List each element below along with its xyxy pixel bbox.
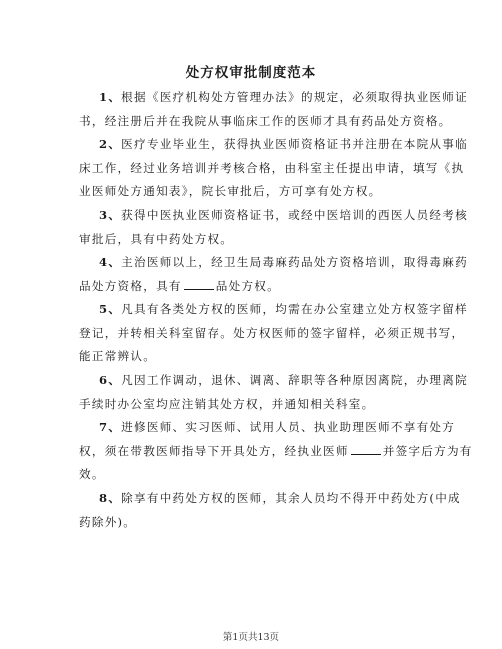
item-number: 8、 (99, 491, 122, 505)
item-number: 1、 (99, 90, 122, 104)
item-text: 进修医师、实习医师、试用人员、执业助理医师不享有处方 (121, 420, 456, 434)
item-text: 主治医师以上，经卫生局毒麻药品处方资格培训，取得毒麻药 (121, 255, 468, 269)
item-text: 效。 (79, 467, 105, 481)
item-text: 登记，并转相关科室留存。处方权医师的签字留样，必须正规书写， (79, 325, 465, 340)
item-text: 能正常辨认。 (79, 349, 157, 363)
list-item-6 (79, 369, 468, 416)
list-item-5 (79, 298, 468, 369)
item-text: 品处方资格，具有 (79, 278, 182, 293)
item-number: 5、 (99, 302, 122, 316)
item-text: 品处方权。 (215, 278, 280, 293)
list-item-7 (79, 416, 473, 487)
item-text: 床工作，经过业务培训并考核合格，由科室主任提出申请，填写《执 (79, 160, 465, 175)
item-text: 医疗专业毕业生，获得执业医师资格证书并注册在本院从事临 (121, 137, 468, 151)
list-item-8 (79, 487, 461, 534)
list-item-2 (79, 133, 468, 204)
item-text: 除享有中药处方权的医师，其余人员均不得开中药处方(中成 (121, 491, 461, 505)
page-number: 第1页共13页 (222, 632, 280, 643)
item-number: 2、 (99, 137, 122, 151)
item-text: 凡因工作调动，退休、调离、辞职等各种原因离院，办理离院 (121, 373, 468, 387)
item-text: 书，经注册后并在我院从事临床工作的医师才具有药品处方资格。 (79, 113, 452, 128)
list-item-1 (79, 86, 468, 133)
list-item-3 (79, 204, 468, 251)
fill-in-blank (184, 277, 214, 290)
item-number: 6、 (99, 373, 122, 387)
item-number: 3、 (99, 208, 122, 222)
item-text: 并签字后方为有 (382, 443, 473, 458)
item-text: 获得中医执业医师资格证书，或经中医培训的西医人员经考核 (121, 208, 468, 222)
item-text: 手续时办公室均应注销其处方权，并通知相关科室。 (79, 396, 375, 411)
item-text: 业医师处方通知表》，院长审批后，方可享有处方权。 (79, 184, 382, 198)
list-item-4 (79, 251, 468, 298)
item-text: 药除外)。 (79, 514, 137, 529)
item-number: 7、 (99, 420, 122, 434)
item-number: 4、 (99, 255, 122, 269)
item-text: 凡具有各类处方权的医师，均需在办公室建立处方权签字留样 (121, 302, 468, 316)
page-title: 处方权审批制度范本 (185, 65, 317, 81)
item-text: 根据《医疗机构处方管理办法》的规定，必须取得执业医师证 (121, 90, 468, 104)
item-text: 审批后，具有中药处方权。 (79, 231, 234, 246)
item-text: 权，须在带教医师指导下开具处方，经执业医师 (79, 443, 349, 458)
fill-in-blank (351, 442, 381, 455)
